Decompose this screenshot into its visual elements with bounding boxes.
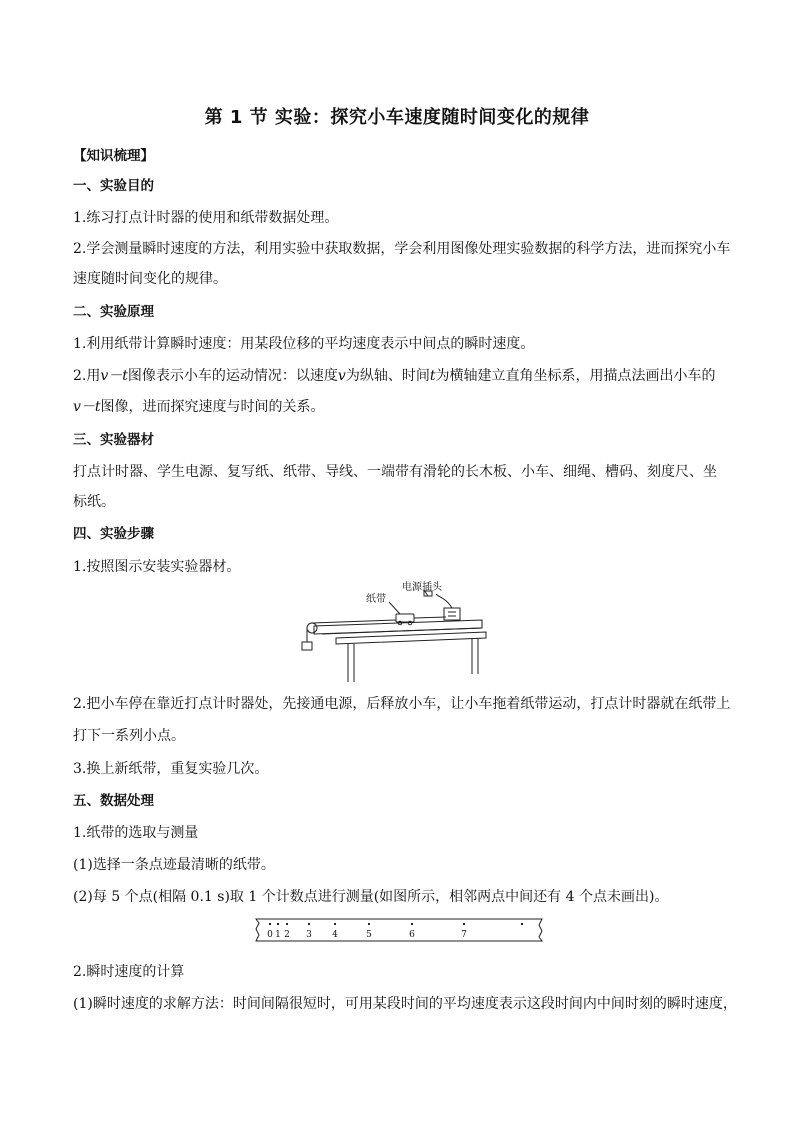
heading-data: 五、数据处理 xyxy=(73,793,154,809)
paragraph: 1.按照图示安装实验器材。 xyxy=(73,559,241,575)
paragraph: (1)瞬时速度的求解方法：时间间隔很短时，可用某段时间的平均速度表示这段时间内中间时刻的瞬时速度， xyxy=(73,996,737,1012)
paragraph: 2.把小车停在靠近打点计时器处，先接通电源，后释放小车，让小车拖着纸带运动，打点计时器就在纸带上 xyxy=(73,696,731,712)
timer xyxy=(444,608,460,620)
cart xyxy=(396,614,414,622)
tape-number: 0 xyxy=(267,930,273,940)
apparatus-figure xyxy=(296,578,496,686)
tape-number: 3 xyxy=(306,930,312,940)
table-top xyxy=(336,632,486,644)
tape-outline xyxy=(256,919,542,941)
paragraph: 打下一系列小点。 xyxy=(73,728,185,744)
tape-dot xyxy=(334,923,336,925)
label-plug: 电源插头 xyxy=(402,582,442,593)
paragraph: (1)选择一条点迹最清晰的纸带。 xyxy=(73,857,275,873)
paragraph: 标纸。 xyxy=(73,494,115,510)
text-span: 为纵轴、时间 xyxy=(345,368,430,384)
paragraph: 1.利用纸带计算瞬时速度：用某段位移的平均速度表示中间点的瞬时速度。 xyxy=(73,336,535,352)
math-vt: v－t xyxy=(73,399,101,415)
tape-dot xyxy=(269,923,271,925)
page-title: 第 1 节 实验：探究小车速度随时间变化的规律 xyxy=(204,107,590,128)
text-span: 为横轴建立直角坐标系，用描点法画出小车的 xyxy=(435,368,716,384)
tape-dot xyxy=(308,923,310,925)
text-span: 图像，进而探究速度与时间的关系。 xyxy=(100,399,325,415)
label-tape: 纸带 xyxy=(366,594,386,605)
paragraph: (2)每 5 个点(相隔 0.1 s)取 1 个计数点进行测量(如图所示，相邻两点中间还有 4 个点未画出)。 xyxy=(73,889,669,905)
tape-dot xyxy=(521,923,523,925)
hanging-weight xyxy=(302,642,312,650)
paper-tape-figure xyxy=(254,917,544,943)
tape-number: 1 xyxy=(275,930,281,940)
tape-dot xyxy=(368,923,370,925)
text-span: 2.用 xyxy=(73,368,101,384)
paragraph xyxy=(73,397,725,417)
paragraph: 1.纸带的选取与测量 xyxy=(73,825,199,841)
tape-number: 6 xyxy=(409,930,415,940)
heading-purpose: 一、实验目的 xyxy=(73,178,154,194)
heading-principle: 二、实验原理 xyxy=(73,304,154,320)
table-leg xyxy=(348,644,354,682)
tape-dot xyxy=(277,923,279,925)
math-vt: v－t xyxy=(100,368,128,384)
math-v: v xyxy=(337,368,346,384)
paragraph: 3.换上新纸带，重复实验几次。 xyxy=(73,761,269,777)
paragraph xyxy=(73,366,725,386)
tape-dot xyxy=(463,923,465,925)
tape-number: 7 xyxy=(461,930,467,940)
math-t: t xyxy=(429,368,436,384)
text-span: 图像表示小车的运动情况：以速度 xyxy=(127,368,338,384)
paragraph: 打点计时器、学生电源、复写纸、纸带、导线、一端带有滑轮的长木板、小车、细绳、槽码、刻度尺、坐 xyxy=(73,464,717,480)
tape-dot xyxy=(411,923,413,925)
heading-materials: 三、实验器材 xyxy=(73,432,154,448)
paragraph: 2.学会测量瞬时速度的方法，利用实验中获取数据，学会利用图像处理实验数据的科学方法，进而探究小车 xyxy=(73,241,731,257)
pulley xyxy=(307,623,317,633)
tape-number: 4 xyxy=(332,930,338,940)
paragraph: 2.瞬时速度的计算 xyxy=(73,964,185,980)
table-leg xyxy=(472,638,478,674)
heading-steps: 四、实验步骤 xyxy=(73,526,154,542)
paragraph: 1.练习打点计时器的使用和纸带数据处理。 xyxy=(73,210,339,226)
tape-number: 5 xyxy=(366,930,372,940)
section-tag: 【知识梳理】 xyxy=(73,148,154,164)
tape-dot xyxy=(286,923,288,925)
paragraph: 速度随时间变化的规律。 xyxy=(73,271,227,287)
tape-number: 2 xyxy=(284,930,290,940)
